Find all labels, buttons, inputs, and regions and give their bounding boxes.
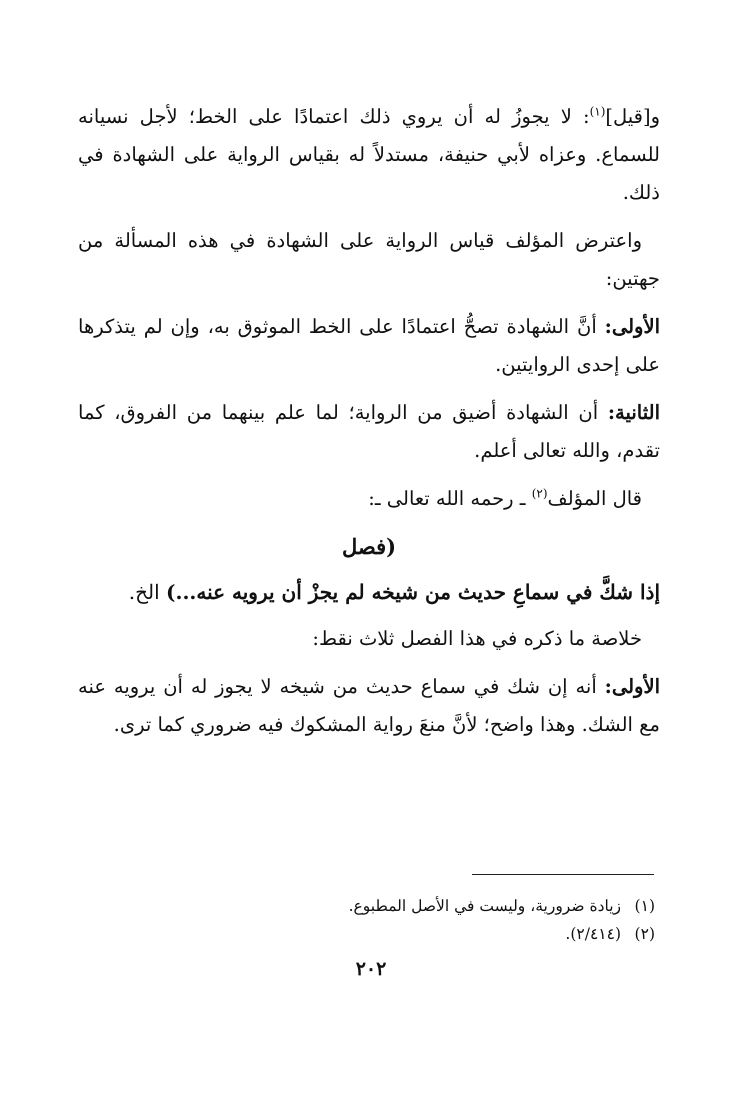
footnote-divider bbox=[472, 874, 654, 875]
paragraph-1 bbox=[78, 98, 660, 212]
page-body bbox=[78, 98, 660, 754]
paragraph-5 bbox=[78, 480, 660, 518]
p7-lead: الأولى: bbox=[604, 675, 660, 698]
p4-text: أن الشهادة أضيق من الرواية؛ لما علم بينهما من الفروق، كما تقدم، والله تعالى أعلم. bbox=[78, 401, 660, 462]
footnote-ref-2[interactable]: (٢) bbox=[531, 486, 548, 501]
paragraph-3 bbox=[78, 308, 660, 384]
p7-text: أنه إن شك في سماع حديث من شيخه لا يجوز له أن يرويه عنه مع الشك. وهذا واضح؛ لأنَّ منعَ رواية المشكوك فيه ضروري كما ترى. bbox=[78, 675, 660, 736]
quoted-text bbox=[78, 572, 660, 612]
footnote-1-text: زيادة ضرورية، وليست في الأصل المطبوع. bbox=[348, 897, 621, 915]
footnote-ref-1[interactable]: (١) bbox=[589, 104, 606, 119]
paragraph-2: واعترض المؤلف قياس الرواية على الشهادة في هذه المسألة من جهتين: bbox=[78, 229, 660, 290]
p3-text: أنَّ الشهادة تصحُّ اعتمادًا على الخط الموثوق به، وإن لم يتذكرها على إحدى الروايتين. bbox=[78, 315, 660, 376]
footnote-2-text: (٢/٤١٤). bbox=[565, 925, 621, 943]
paragraph-4 bbox=[78, 394, 660, 470]
page-number: ٢٠٢ bbox=[355, 958, 387, 980]
quote-tail: الخ. bbox=[128, 580, 167, 604]
p4-lead: الثانية: bbox=[607, 401, 660, 424]
p3-lead: الأولى: bbox=[604, 315, 660, 338]
footnotes bbox=[300, 892, 655, 948]
footnote-1 bbox=[300, 892, 655, 920]
footnote-2-number: (٢) bbox=[634, 925, 655, 943]
footnote-1-number: (١) bbox=[634, 897, 655, 915]
p5-prefix: قال المؤلف bbox=[547, 487, 642, 510]
p1-prefix: و[قيل] bbox=[605, 105, 660, 128]
section-heading: (فصل bbox=[341, 534, 397, 559]
footnote-2 bbox=[300, 920, 655, 948]
p1-text: : لا يجوزُ له أن يروي ذلك اعتمادًا على الخط؛ لأجل نسيانه للسماع. وعزاه لأبي حنيفة، مستدلاً له بقياس الرواية على الشهادة في ذلك. bbox=[78, 105, 660, 204]
p5-text: ـ رحمه الله تعالى ـ: bbox=[368, 487, 532, 510]
paragraph-7 bbox=[78, 668, 660, 744]
paragraph-6: خلاصة ما ذكره في هذا الفصل ثلاث نقط: bbox=[312, 627, 642, 650]
quote-text: إذا شكَّ في سماعِ حديث من شيخه لم يجزْ أن يرويه عنه...) bbox=[166, 580, 660, 604]
